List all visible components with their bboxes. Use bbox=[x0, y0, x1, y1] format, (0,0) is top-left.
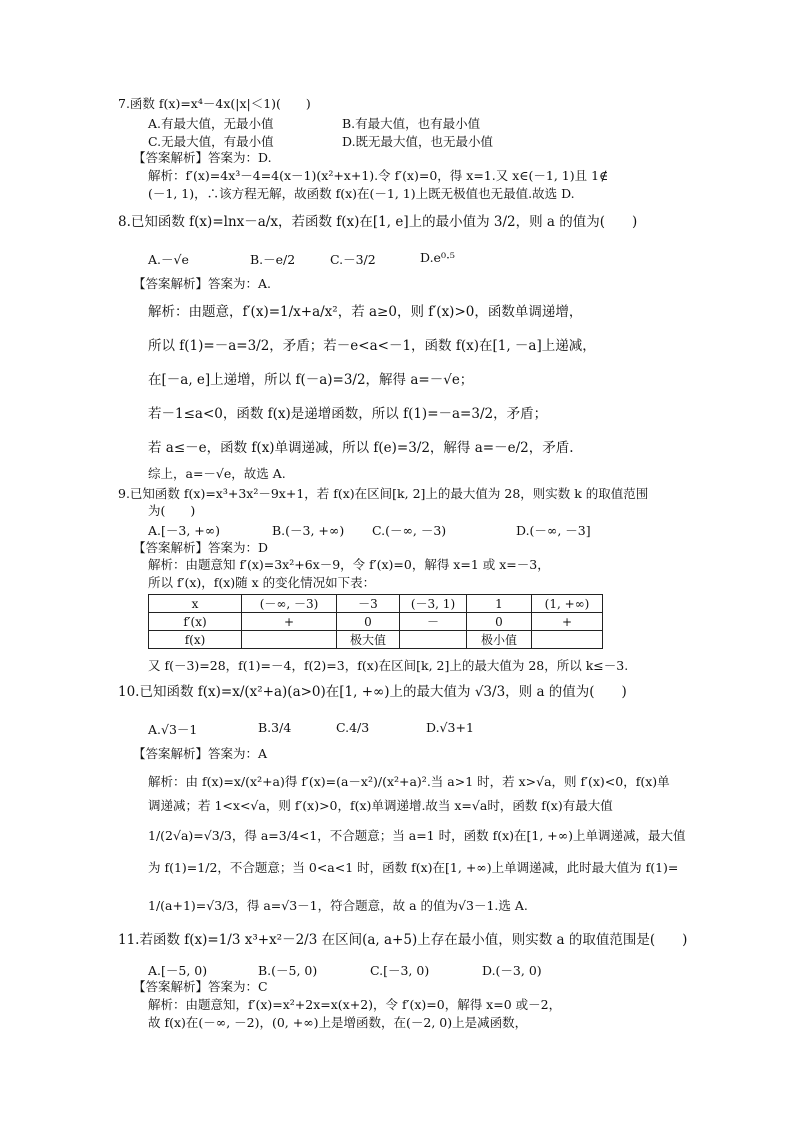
q8-explanation-2: 所以 f(1)=－a=3/2，矛盾；若－e<a<－1，函数 f(x)在[1, －a]上递减， bbox=[148, 338, 596, 354]
table-cell: 极小值 bbox=[467, 631, 532, 649]
q10-explanation-4: 为 f(1)=1/2，不合题意；当 0<a<1 时，函数 f(x)在[1, +∞)上单调递减，此时最大值为 f(1)= bbox=[148, 860, 679, 875]
q10-explanation-2: 调递减；若 1<x<√a，则 f′(x)>0，f(x)单调递增.故当 x=√a时，函数 f(x)有最大值 bbox=[148, 798, 613, 813]
q8-option-c: C.－3/2 bbox=[330, 252, 376, 267]
table-cell: x bbox=[149, 595, 242, 613]
table-cell: 极大值 bbox=[337, 631, 400, 649]
q7-answer: 【答案解析】答案为：D. bbox=[133, 150, 272, 165]
q9-option-c: C.(－∞, －3) bbox=[372, 523, 447, 538]
table-cell bbox=[242, 631, 337, 649]
q10-option-a: A.√3－1 bbox=[148, 722, 198, 737]
q7-explanation-2: (－1, 1)，∴该方程无解，故函数 f(x)在(－1, 1)上既无极值也无最值.故选 D. bbox=[148, 186, 575, 201]
q10-answer: 【答案解析】答案为：A bbox=[133, 746, 268, 761]
table-cell: (－3, 1) bbox=[400, 595, 467, 613]
q8-explanation-4: 若－1≤a<0，函数 f(x)是递增函数，所以 f(1)=－a=3/2，矛盾； bbox=[148, 406, 548, 422]
variation-table bbox=[148, 594, 603, 649]
q8-option-b: B.－e/2 bbox=[250, 252, 296, 267]
q8-option-d: D.e⁰·⁵ bbox=[420, 250, 455, 265]
table-cell: + bbox=[242, 613, 337, 631]
q7-option-c: C.无最大值，有最小值 bbox=[148, 134, 274, 149]
table-cell: (－∞, －3) bbox=[242, 595, 337, 613]
q10-stem: 10.已知函数 f(x)=x/(x²+a)(a>0)在[1, +∞)上的最大值为 √3/3，则 a 的值为( ) bbox=[118, 684, 627, 700]
q10-explanation-1: 解析：由 f(x)=x/(x²+a)得 f′(x)=(a－x²)/(x²+a)².当 a>1 时，若 x>√a，则 f′(x)<0，f(x)单 bbox=[148, 774, 670, 789]
table-cell bbox=[532, 631, 603, 649]
q11-option-c: C.[－3, 0) bbox=[370, 963, 430, 978]
table-row bbox=[149, 613, 603, 631]
table-cell bbox=[400, 631, 467, 649]
q11-explanation-2: 故 f(x)在(－∞, －2)，(0, +∞)上是增函数，在(－2, 0)上是减函数， bbox=[148, 1015, 528, 1030]
q8-answer: 【答案解析】答案为：A. bbox=[133, 276, 272, 291]
q7-option-d: D.既无最大值，也无最小值 bbox=[342, 134, 494, 149]
q11-option-a: A.[－5, 0) bbox=[148, 963, 208, 978]
q8-explanation-1: 解析：由题意，f′(x)=1/x+a/x²，若 a≥0，则 f′(x)>0，函数单调递增， bbox=[148, 304, 583, 320]
q7-option-b: B.有最大值，也有最小值 bbox=[342, 116, 481, 131]
q10-option-b: B.3/4 bbox=[258, 720, 292, 735]
table-cell: 0 bbox=[337, 613, 400, 631]
q8-explanation-3: 在[－a, e]上递增，所以 f(－a)=3/2，解得 a=－√e； bbox=[148, 372, 474, 388]
table-cell: －3 bbox=[337, 595, 400, 613]
q9-explanation-1: 解析：由题意知 f′(x)=3x²+6x－9，令 f′(x)=0，解得 x=1 或 x=－3， bbox=[148, 557, 550, 572]
table-cell: 1 bbox=[467, 595, 532, 613]
table-cell: 0 bbox=[467, 613, 532, 631]
q7-stem: 7.函数 f(x)=x⁴－4x(|x|＜1)( ) bbox=[118, 96, 311, 111]
q9-explanation-3: 又 f(－3)=28，f(1)=－4，f(2)=3，f(x)在区间[k, 2]上的最大值为 28，所以 k≤－3. bbox=[148, 658, 629, 673]
q10-option-d: D.√3+1 bbox=[426, 720, 474, 735]
table-cell: (1, +∞) bbox=[532, 595, 603, 613]
q11-answer: 【答案解析】答案为：C bbox=[133, 979, 268, 994]
table-cell: f(x) bbox=[149, 631, 242, 649]
q9-explanation-2: 所以 f′(x)，f(x)随 x 的变化情况如下表： bbox=[148, 575, 376, 590]
table-cell: f′(x) bbox=[149, 613, 242, 631]
q7-option-a: A.有最大值，无最小值 bbox=[148, 116, 274, 131]
table-row bbox=[149, 631, 603, 649]
q9-stem-line-1: 9.已知函数 f(x)=x³+3x²－9x+1，若 f(x)在区间[k, 2]上的最大值为 28，则实数 k 的取值范围 bbox=[118, 486, 649, 501]
q10-explanation-5: 1/(a+1)=√3/3，得 a=√3－1，符合题意，故 a 的值为√3－1.选 A. bbox=[148, 898, 528, 913]
q11-explanation-1: 解析：由题意知，f′(x)=x²+2x=x(x+2)，令 f′(x)=0，解得 x=0 或－2， bbox=[148, 997, 562, 1012]
q11-option-b: B.(－5, 0) bbox=[258, 963, 318, 978]
q9-option-d: D.(－∞, －3] bbox=[516, 523, 591, 538]
table-cell: － bbox=[400, 613, 467, 631]
table-row bbox=[149, 595, 603, 613]
q10-option-c: C.4/3 bbox=[336, 720, 370, 735]
q8-option-a: A.－√e bbox=[148, 252, 189, 267]
q8-stem: 8.已知函数 f(x)=lnx－a/x，若函数 f(x)在[1, e]上的最小值为 3/2，则 a 的值为( ) bbox=[118, 214, 638, 230]
q11-option-d: D.(－3, 0) bbox=[482, 963, 542, 978]
q8-explanation-5: 若 a≤－e，函数 f(x)单调递减，所以 f(e)=3/2，解得 a=－e/2，矛盾. bbox=[148, 440, 574, 456]
q10-explanation-3: 1/(2√a)=√3/3，得 a=3/4<1，不合题意；当 a=1 时，函数 f(x)在[1, +∞)上单调递减，最大值 bbox=[148, 828, 686, 843]
q9-option-b: B.(－3, +∞) bbox=[272, 523, 345, 538]
table-cell: + bbox=[532, 613, 603, 631]
q8-explanation-6: 综上，a=－√e，故选 A. bbox=[148, 466, 286, 481]
q11-stem: 11.若函数 f(x)=1/3 x³+x²－2/3 在区间(a, a+5)上存在最小值，则实数 a 的取值范围是( ) bbox=[118, 932, 688, 948]
q9-option-a: A.[－3, +∞) bbox=[148, 523, 221, 538]
q9-stem-line-2: 为( ) bbox=[148, 503, 196, 518]
q7-explanation-1: 解析：f′(x)=4x³－4=4(x－1)(x²+x+1).令 f′(x)=0，得 x=1.又 x∈(－1, 1)且 1∉ bbox=[148, 168, 609, 183]
q9-answer: 【答案解析】答案为：D bbox=[133, 540, 269, 555]
